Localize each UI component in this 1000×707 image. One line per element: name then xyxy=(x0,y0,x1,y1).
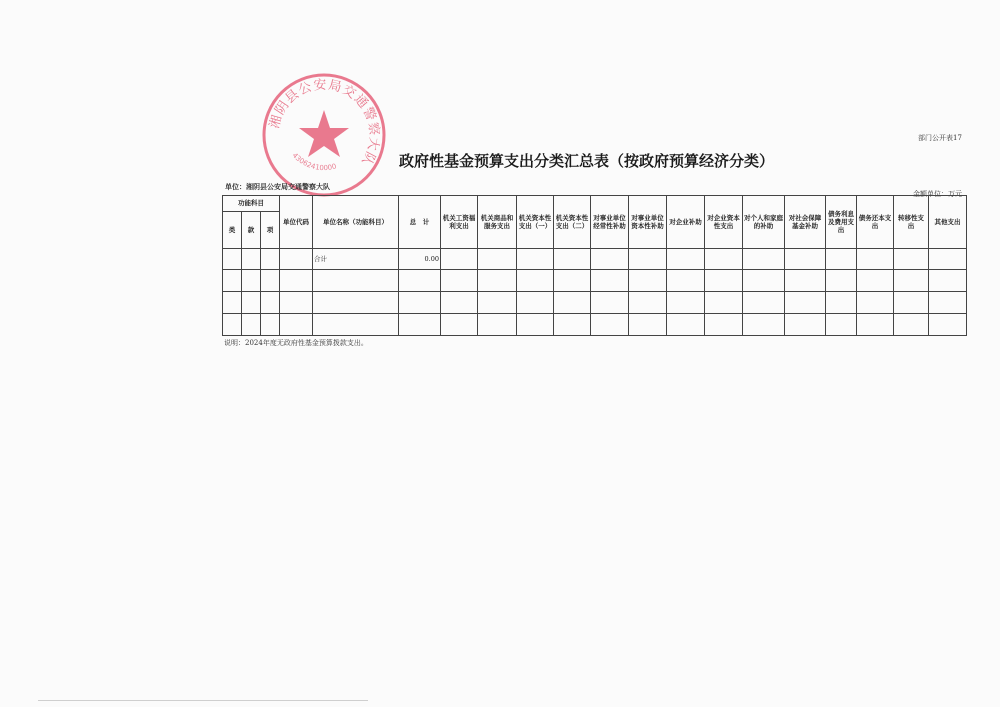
table-row xyxy=(223,292,967,314)
expenditure-summary-table xyxy=(222,195,967,336)
column-header: 对事业单位经常性补助 xyxy=(591,196,629,249)
item-header: 项 xyxy=(261,212,280,249)
table-row xyxy=(223,314,967,336)
column-header: 对社会保障基金补助 xyxy=(785,196,826,249)
stamp-number: 43062410000 xyxy=(290,151,338,173)
column-header: 机关商品和服务支出 xyxy=(478,196,517,249)
table-row xyxy=(223,249,967,270)
column-header: 债务利息及费用支出 xyxy=(826,196,857,249)
currency-unit-label: 金额单位：万元 xyxy=(913,190,962,198)
official-seal-stamp xyxy=(259,70,389,200)
unit-label: 单位：湘阴县公安局交通警察大队 xyxy=(225,182,330,191)
stamp-text: 湘阴县公安局交通警察大队 xyxy=(267,77,382,169)
column-header: 机关资本性支出（一） xyxy=(517,196,554,249)
total-header: 总 计 xyxy=(399,196,441,249)
column-header: 机关工资福利支出 xyxy=(441,196,478,249)
column-header: 转移性支出 xyxy=(894,196,929,249)
page-edge-line xyxy=(38,700,368,701)
page-title: 政府性基金预算支出分类汇总表（按政府预算经济分类） xyxy=(399,152,775,170)
total-row-label: 合计 xyxy=(313,249,399,270)
category-header: 类 xyxy=(223,212,242,249)
column-header: 对企业补助 xyxy=(667,196,705,249)
column-header: 其他支出 xyxy=(929,196,967,249)
function-subject-header: 功能科目 xyxy=(223,196,280,212)
footnote: 说明：2024年度无政府性基金预算拨款支出。 xyxy=(224,339,368,347)
column-header: 对企业资本性支出 xyxy=(705,196,743,249)
svg-text:43062410000 xyxy=(291,151,338,172)
column-header: 对个人和家庭的补助 xyxy=(743,196,785,249)
table-row xyxy=(223,270,967,292)
table-code: 部门公开表17 xyxy=(918,134,962,142)
unit-code-header: 单位代码 xyxy=(280,196,313,249)
column-header: 债务还本支出 xyxy=(857,196,894,249)
column-header: 对事业单位资本性补助 xyxy=(629,196,667,249)
total-row-value: 0.00 xyxy=(399,249,441,270)
column-header: 机关资本性支出（二） xyxy=(554,196,591,249)
unit-name-header: 单位名称（功能科目） xyxy=(313,196,399,249)
star-icon xyxy=(299,110,349,157)
section-header: 款 xyxy=(242,212,261,249)
